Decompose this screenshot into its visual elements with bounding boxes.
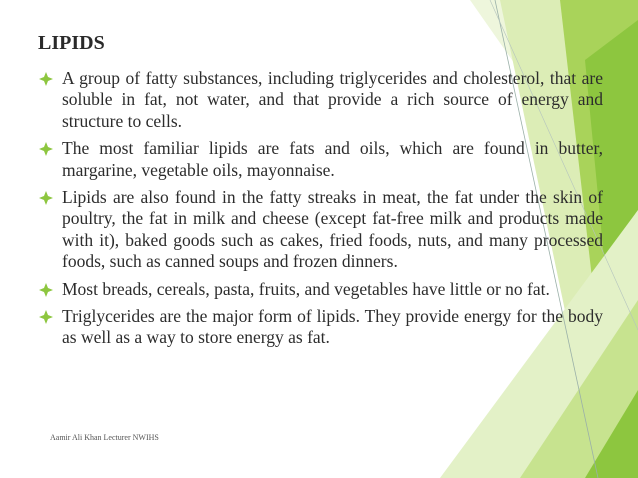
bullet-item bbox=[38, 187, 603, 273]
diamond-bullet-icon bbox=[38, 190, 54, 206]
diamond-bullet-icon bbox=[38, 71, 54, 87]
bullet-text: A group of fatty substances, including triglycerides and cholesterol, that are soluble in fat, not water, and that provide a rich source of energy and structure to cells. bbox=[62, 68, 603, 131]
footer-text: Aamir Ali Khan Lecturer NWIHS bbox=[50, 433, 159, 442]
bullet-text: Lipids are also found in the fatty streaks in meat, the fat under the skin of poultry, the fat in milk and cheese (except fat-free milk and products made with it), baked goods such as cakes, fried foods, nuts, and many processed foods, such as canned soups and frozen dinners. bbox=[62, 187, 603, 272]
diamond-bullet-icon bbox=[38, 309, 54, 325]
bullet-list bbox=[38, 68, 603, 355]
bullet-text: Most breads, cereals, pasta, fruits, and vegetables have little or no fat. bbox=[62, 278, 550, 299]
bullet-item bbox=[38, 279, 603, 300]
bullet-text: Triglycerides are the major form of lipids. They provide energy for the body as well as a way to store energy as fat. bbox=[62, 306, 603, 348]
diamond-bullet-icon bbox=[38, 141, 54, 157]
bullet-item bbox=[38, 68, 603, 132]
bullet-item bbox=[38, 306, 603, 349]
bullet-text: The most familiar lipids are fats and oils, which are found in butter, margarine, vegetable oils, mayonnaise. bbox=[62, 138, 603, 180]
diamond-bullet-icon bbox=[38, 282, 54, 298]
bullet-item bbox=[38, 138, 603, 181]
slide-title: LIPIDS bbox=[38, 32, 105, 54]
